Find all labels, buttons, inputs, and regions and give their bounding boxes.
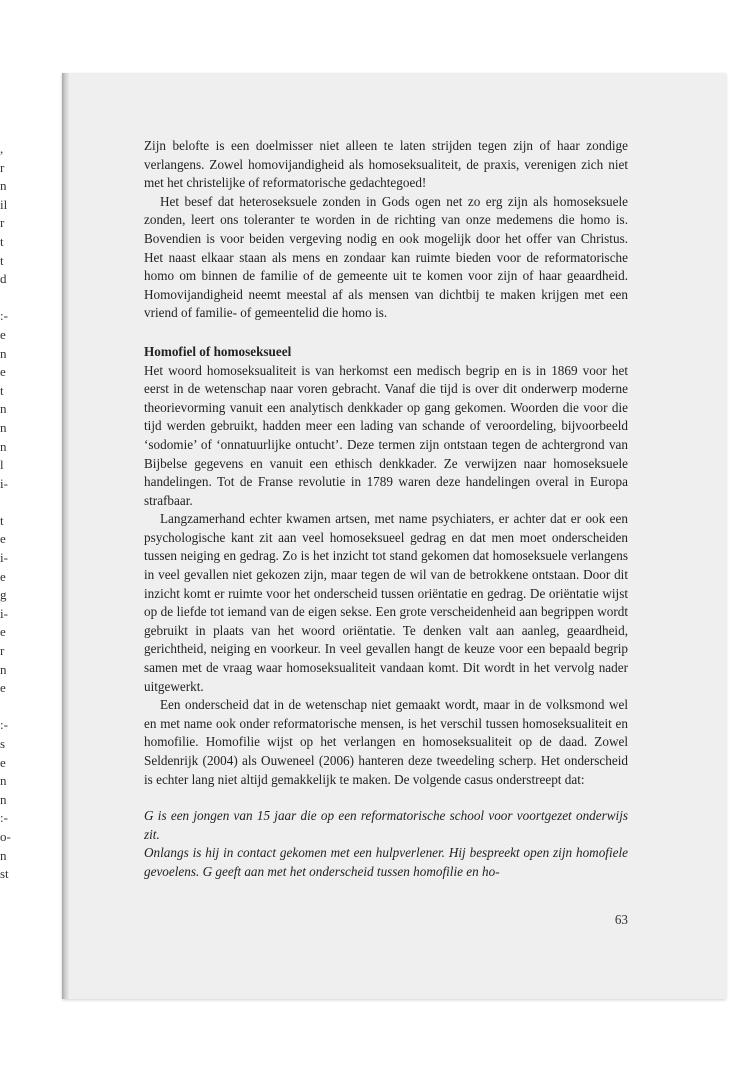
page-body (144, 137, 628, 882)
fragment: t (0, 252, 4, 268)
fragment: i- (0, 550, 8, 566)
paragraph: Het besef dat heteroseksuele zonden in Gods ogen net zo erg zijn als homoseksuele zonden, leert ons toleranter te worden in de richting van onze medemens die homo is. Bovendien is voor beiden vergeving nodig en ook mogelijk door het offer van Christus. Het naast elkaar staan als mens en zondaar kan ruimte bieden voor de reformatorische homo om binnen de familie of de gemeente uit te komen voor zijn of haar geaardheid. Homovijandigheid neemt meestal af als mensen van dichtbij te maken krijgen met een vriend of familie- of gemeentelid die homo is. (144, 193, 628, 321)
fragment: :- (0, 810, 8, 826)
fragment: n (0, 773, 7, 789)
fragment: d (0, 271, 7, 287)
fragment: :- (0, 308, 8, 324)
fragment: n (0, 419, 7, 435)
page-number: 63 (614, 912, 628, 927)
fragment: :- (0, 717, 8, 733)
fragment: e (0, 364, 6, 380)
fragment: e (0, 754, 6, 770)
paragraph: Zijn belofte is een doelmisser niet alleen te laten strijden tegen zijn of haar zondige verlangens. Zowel homovijandigheid als homoseksualiteit, de praxis, verenigen zich niet met het christelijke of reformatorische gedachtegoed! (144, 138, 628, 191)
fragment: n (0, 178, 7, 194)
case-study (144, 807, 628, 881)
fragment: n (0, 661, 7, 677)
fragment: e (0, 680, 6, 696)
fragment: t (0, 233, 4, 249)
paragraph: Het woord homoseksualiteit is van herkomst een medisch begrip en is in 1869 voor het eerst in de wetenschap naar voren gebracht. Vanaf die tijd is over dit onderwerp moderne theorievorming vanuit een analytisch denkkader op gang gekomen. Woorden die voor die tijd werden gebruikt, hadden meer een lading van schande of veroordeling, bijvoorbeeld ‘sodomie’ of ‘onnatuurlijke ontucht’. Deze termen zijn ontstaan tegen de achtergrond van Bijbelse gegevens en vanuit een ethisch denkkader. Ze verwijzen naar homoseksuele handelingen. Tot de Franse revolutie in 1789 waren deze handelingen overal in Europa strafbaar. (144, 362, 628, 508)
fragment: n (0, 345, 7, 361)
fragment: i- (0, 475, 8, 491)
fragment: r (0, 215, 5, 231)
fragment: e (0, 568, 6, 584)
previous-page-edge (0, 140, 14, 884)
fragment: l (0, 457, 4, 473)
fragment: r (0, 159, 5, 175)
fragment: il (0, 196, 8, 212)
fragment: t (0, 512, 4, 528)
fragment: n (0, 401, 7, 417)
fragment: st (0, 866, 9, 882)
fragment: e (0, 624, 6, 640)
case-paragraph: G is een jongen van 15 jaar die op een reformatorische school voor voortgezet onderwijs zit. (144, 808, 628, 842)
fragment: t (0, 382, 4, 398)
fragment: g (0, 587, 7, 603)
fragment: n (0, 847, 7, 863)
fragment: s (0, 736, 6, 751)
paragraph: Langzamerhand echter kwamen artsen, met name psychiaters, er achter dat er ook een psychologische kant zit aan veel homoseksueel gedrag en dat men moet onderscheiden tussen neiging en gedrag. Zo is het inzicht tot stand gekomen dat homoseksuele verlangens in veel gevallen niet gekozen zijn, maar tegen de wil van de betrokkene ontstaan. Door dit inzicht komt er ruimte voor het onderscheid tussen oriëntatie en gedrag. De oriëntatie wijst op de liefde tot iemand van de eigen sekse. Een grote verscheidenheid aan begrippen wordt gebruikt in plaats van het woord oriëntatie. Te denken valt aan aanleg, geaardheid, gerichtheid, neiging en voorkeur. In veel gevallen hangt de keuze voor een bepaald begrip samen met de vraag waar homoseksualiteit vandaan komt. Dit wordt in het vervolg nader uitgewerkt. (144, 511, 628, 694)
fragment: e (0, 326, 6, 342)
paragraph: Een onderscheid dat in de wetenschap niet gemaakt wordt, maar in de volksmond wel en met name ook onder reformatorische mensen, is het verschil tussen homoseksualiteit en homofilie. Homofilie wijst op het verlangen en homoseksualiteit op de daad. Zowel Seldenrijk (2004) als Ouweneel (2006) hanteren deze tweedeling scherp. Het onderscheid is echter lang niet altijd gemakkelijk te maken. De volgende casus onderstreept dat: (144, 697, 628, 787)
fragment: n (0, 791, 7, 807)
section-heading: Homofiel of homoseksueel (144, 343, 292, 359)
fragment: i- (0, 605, 8, 621)
book-spine-shadow (62, 73, 69, 999)
fragment: e (0, 531, 6, 547)
fragment: n (0, 438, 7, 454)
fragment: , (0, 141, 4, 156)
fragment: o- (0, 828, 11, 844)
case-paragraph: Onlangs is hij in contact gekomen met een hulpverlener. Hij bespreekt open zijn homofiele gevoelens. G geeft aan met het onderscheid tussen homofilie en ho- (144, 845, 628, 879)
fragment: r (0, 643, 5, 659)
